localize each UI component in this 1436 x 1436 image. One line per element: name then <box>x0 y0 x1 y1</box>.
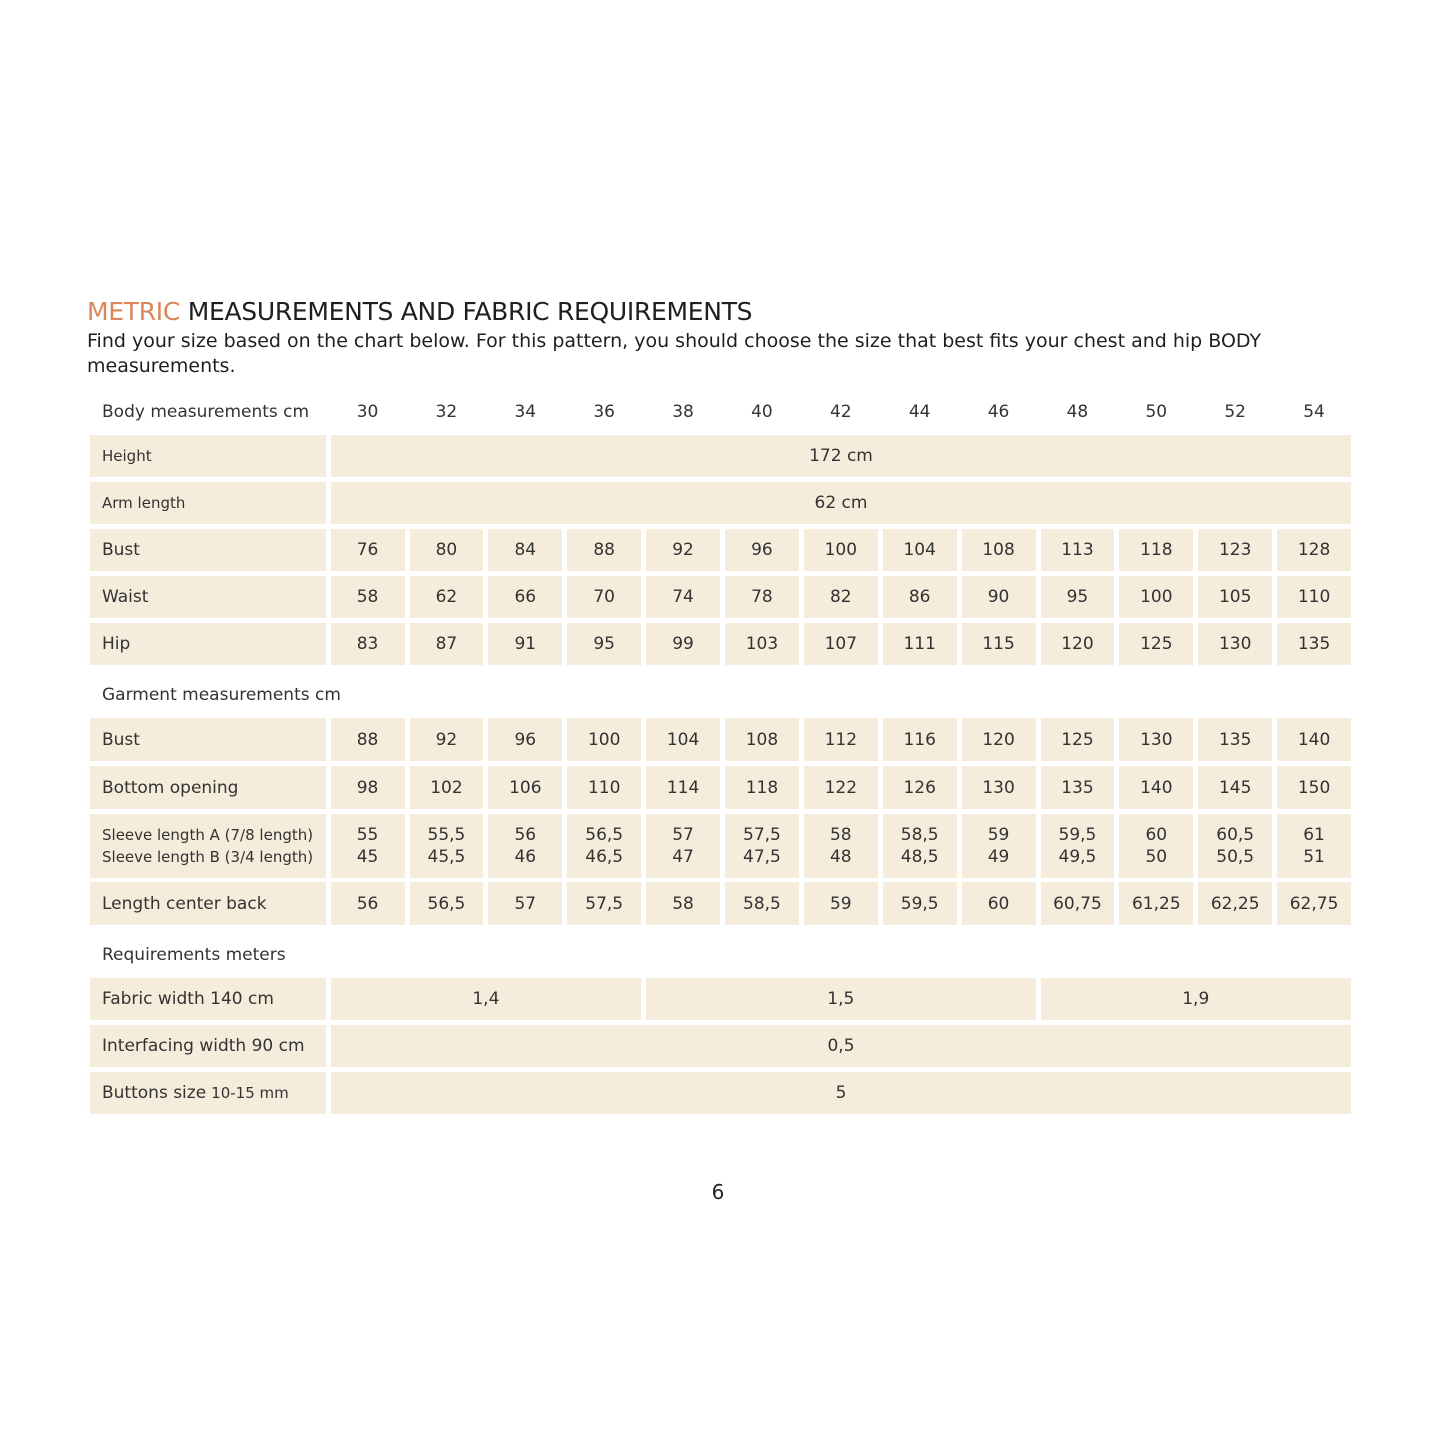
sleeve-cell <box>410 814 484 878</box>
sleeve-b-value: 46,5 <box>585 847 624 867</box>
length-center-back-cell: 61,25 <box>1119 882 1193 925</box>
sleeve-cell <box>488 814 562 878</box>
bottom-opening-cell: 122 <box>804 766 878 809</box>
hip-cell: 120 <box>1041 623 1115 665</box>
sleeve-cell <box>1277 814 1351 878</box>
fabric-value-cell: 1,9 <box>1041 978 1352 1020</box>
sleeve-cell <box>1041 814 1115 878</box>
sleeve-b-value: 49 <box>987 847 1010 867</box>
sleeve-a-value: 56 <box>514 825 537 845</box>
sleeve-b-value: 46 <box>514 847 537 867</box>
sleeve-a-value: 58,5 <box>900 825 939 845</box>
hip-cell: 107 <box>804 623 878 665</box>
sleeve-a-value: 55 <box>356 825 379 845</box>
bottom-opening-cell: 145 <box>1198 766 1272 809</box>
waist-cell: 90 <box>962 576 1036 618</box>
length-center-back-cell: 57 <box>488 882 562 925</box>
table-row <box>90 766 1351 809</box>
length-center-back-cell: 60 <box>962 882 1036 925</box>
size-header: 50 <box>1145 402 1168 422</box>
bottom-opening-cell: 140 <box>1119 766 1193 809</box>
length-center-back-cell: 59 <box>804 882 878 925</box>
body-bust-cell: 128 <box>1277 529 1351 571</box>
garment-bust-cell: 140 <box>1277 718 1351 761</box>
sleeve-b-value: 48 <box>829 847 852 867</box>
length-center-back-cell: 62,75 <box>1277 882 1351 925</box>
garment-bust-cell: 100 <box>567 718 641 761</box>
waist-cell: 58 <box>331 576 405 618</box>
body-measurements-header-row <box>90 392 1351 432</box>
waist-cell: 74 <box>646 576 720 618</box>
garment-bust-cell: 125 <box>1041 718 1115 761</box>
size-header: 42 <box>829 402 852 422</box>
waist-cell: 86 <box>883 576 957 618</box>
table-row <box>90 978 1351 1020</box>
fabric-value-cell: 1,4 <box>331 978 642 1020</box>
size-header: 30 <box>356 402 379 422</box>
body-bust-cell: 123 <box>1198 529 1272 571</box>
body-bust-cell: 80 <box>410 529 484 571</box>
hip-cell: 125 <box>1119 623 1193 665</box>
size-header: 52 <box>1224 402 1246 422</box>
size-header: 40 <box>751 402 773 422</box>
size-header: 36 <box>593 402 615 422</box>
hip-cell: 135 <box>1277 623 1351 665</box>
bottom-opening-cell: 102 <box>410 766 484 809</box>
length-center-back-cell: 60,75 <box>1041 882 1115 925</box>
garment-bust-cell: 92 <box>410 718 484 761</box>
length-center-back-cell: 58,5 <box>725 882 799 925</box>
height-value: 172 cm <box>331 435 1351 477</box>
garment-bust-cell: 96 <box>488 718 562 761</box>
sleeve-b-value: 49,5 <box>1058 847 1097 867</box>
interfacing-value: 0,5 <box>331 1025 1351 1067</box>
hip-label: Hip <box>90 623 326 665</box>
table-row <box>90 482 1351 524</box>
waist-cell: 62 <box>410 576 484 618</box>
table-row <box>90 529 1351 571</box>
buttons-label <box>90 1072 326 1114</box>
size-header: 48 <box>1066 402 1089 422</box>
sleeve-cell <box>1119 814 1193 878</box>
waist-cell: 95 <box>1041 576 1115 618</box>
size-header: 44 <box>908 402 931 422</box>
body-bust-cell: 84 <box>488 529 562 571</box>
height-label: Height <box>90 435 326 477</box>
body-bust-cell: 88 <box>567 529 641 571</box>
body-bust-cell: 104 <box>883 529 957 571</box>
length-center-back-cell: 58 <box>646 882 720 925</box>
title-accent: METRIC <box>87 297 181 326</box>
hip-cell: 130 <box>1198 623 1272 665</box>
sleeve-a-value: 55,5 <box>427 825 466 845</box>
arm-length-label: Arm length <box>90 482 326 524</box>
body-bust-cell: 108 <box>962 529 1036 571</box>
interfacing-label: Interfacing width 90 cm <box>90 1025 326 1067</box>
sleeve-cell <box>331 814 405 878</box>
table-row <box>90 814 1351 878</box>
sleeve-a-value: 59 <box>987 825 1010 845</box>
garment-bust-cell: 108 <box>725 718 799 761</box>
bottom-opening-cell: 110 <box>567 766 641 809</box>
sleeve-cell <box>646 814 720 878</box>
sleeve-b-value: 47,5 <box>743 847 781 867</box>
sleeve-cell <box>883 814 957 878</box>
table-row <box>90 576 1351 618</box>
garment-bust-cell: 120 <box>962 718 1036 761</box>
waist-cell: 110 <box>1277 576 1351 618</box>
table-row <box>90 435 1351 477</box>
bottom-opening-label: Bottom opening <box>90 766 326 809</box>
sleeve-cell <box>962 814 1036 878</box>
waist-cell: 78 <box>725 576 799 618</box>
sleeve-label-a <box>102 824 313 846</box>
buttons-label-text: Buttons size <box>102 1083 207 1103</box>
page-number: 6 <box>711 1180 725 1204</box>
requirements-section-row <box>90 935 1351 975</box>
hip-cell: 91 <box>488 623 562 665</box>
body-bust-cell: 76 <box>331 529 405 571</box>
waist-cell: 105 <box>1198 576 1272 618</box>
body-bust-cell: 118 <box>1119 529 1193 571</box>
bottom-opening-cell: 150 <box>1277 766 1351 809</box>
size-header: 54 <box>1303 402 1325 422</box>
garment-bust-cell: 112 <box>804 718 878 761</box>
bottom-opening-cell: 135 <box>1041 766 1115 809</box>
sleeve-cell <box>1198 814 1272 878</box>
sleeve-b-value: 51 <box>1303 847 1325 867</box>
table-row <box>90 623 1351 665</box>
size-header: 46 <box>987 402 1010 422</box>
size-header: 34 <box>514 402 537 422</box>
sleeve-label-b-text: Sleeve length B <box>102 848 220 866</box>
length-center-back-cell: 62,25 <box>1198 882 1272 925</box>
garment-bust-cell: 88 <box>331 718 405 761</box>
waist-cell: 70 <box>567 576 641 618</box>
length-center-back-cell: 59,5 <box>883 882 957 925</box>
hip-cell: 115 <box>962 623 1036 665</box>
sleeve-label-b-sub: (3/4 length) <box>224 848 314 866</box>
arm-length-value: 62 cm <box>331 482 1351 524</box>
sleeve-label-a-text: Sleeve length A <box>102 826 220 844</box>
fabric-value-cell: 1,5 <box>646 978 1035 1020</box>
buttons-label-unit: 10-15 mm <box>211 1084 289 1102</box>
body-bust-cell: 92 <box>646 529 720 571</box>
sleeve-b-value: 47 <box>672 847 694 867</box>
waist-cell: 82 <box>804 576 878 618</box>
sleeve-a-value: 57,5 <box>743 825 781 845</box>
hip-cell: 87 <box>410 623 484 665</box>
waist-cell: 100 <box>1119 576 1193 618</box>
table-row <box>90 718 1351 761</box>
sleeve-b-value: 45 <box>356 847 379 867</box>
garment-bust-cell: 116 <box>883 718 957 761</box>
buttons-value: 5 <box>331 1072 1351 1114</box>
page-title <box>87 297 752 326</box>
sleeve-b-value: 50 <box>1145 847 1168 867</box>
sleeve-length-label <box>90 814 326 878</box>
body-bust-cell: 100 <box>804 529 878 571</box>
table-row <box>90 1072 1351 1114</box>
garment-bust-cell: 130 <box>1119 718 1193 761</box>
sleeve-a-value: 60 <box>1145 825 1168 845</box>
sleeve-cell <box>567 814 641 878</box>
title-rest: MEASUREMENTS AND FABRIC REQUIREMENTS <box>187 297 753 326</box>
table-row <box>90 882 1351 925</box>
sleeve-label-b <box>102 846 313 868</box>
hip-cell: 99 <box>646 623 720 665</box>
sleeve-a-value: 57 <box>672 825 694 845</box>
waist-label: Waist <box>90 576 326 618</box>
size-header: 38 <box>672 402 694 422</box>
fabric-width-label: Fabric width 140 cm <box>90 978 326 1020</box>
sleeve-label-stack <box>102 824 313 868</box>
sleeve-b-value: 50,5 <box>1216 847 1255 867</box>
table-row <box>90 1025 1351 1067</box>
garment-bust-label: Bust <box>90 718 326 761</box>
requirements-header: Requirements meters <box>102 945 286 965</box>
bottom-opening-cell: 98 <box>331 766 405 809</box>
hip-cell: 95 <box>567 623 641 665</box>
garment-bust-cell: 135 <box>1198 718 1272 761</box>
length-center-back-cell: 57,5 <box>567 882 641 925</box>
body-bust-cell: 96 <box>725 529 799 571</box>
sleeve-cell <box>725 814 799 878</box>
bottom-opening-cell: 126 <box>883 766 957 809</box>
hip-cell: 103 <box>725 623 799 665</box>
sleeve-a-value: 58 <box>829 825 852 845</box>
waist-cell: 66 <box>488 576 562 618</box>
bottom-opening-cell: 106 <box>488 766 562 809</box>
garment-section-row <box>90 675 1351 715</box>
sleeve-b-value: 48,5 <box>900 847 939 867</box>
garment-bust-cell: 104 <box>646 718 720 761</box>
body-measurements-header: Body measurements cm <box>102 402 310 422</box>
sleeve-cell <box>804 814 878 878</box>
bottom-opening-cell: 114 <box>646 766 720 809</box>
sleeve-a-value: 61 <box>1303 825 1325 845</box>
hip-cell: 111 <box>883 623 957 665</box>
length-center-back-cell: 56,5 <box>410 882 484 925</box>
length-center-back-label: Length center back <box>90 882 326 925</box>
size-header: 32 <box>435 402 458 422</box>
sleeve-a-value: 56,5 <box>585 825 624 845</box>
sleeve-label-a-sub: (7/8 length) <box>224 826 314 844</box>
intro-text: Find your size based on the chart below. For this pattern, you should choose the size that best fits your chest and hip BODY measurements. <box>87 330 1262 377</box>
bottom-opening-cell: 118 <box>725 766 799 809</box>
sleeve-b-value: 45,5 <box>427 847 466 867</box>
body-bust-cell: 113 <box>1041 529 1115 571</box>
body-bust-label: Bust <box>90 529 326 571</box>
length-center-back-cell: 56 <box>331 882 405 925</box>
garment-measurements-header: Garment measurements cm <box>102 685 341 705</box>
sleeve-a-value: 59,5 <box>1058 825 1097 845</box>
sleeve-a-value: 60,5 <box>1216 825 1255 845</box>
hip-cell: 83 <box>331 623 405 665</box>
bottom-opening-cell: 130 <box>962 766 1036 809</box>
